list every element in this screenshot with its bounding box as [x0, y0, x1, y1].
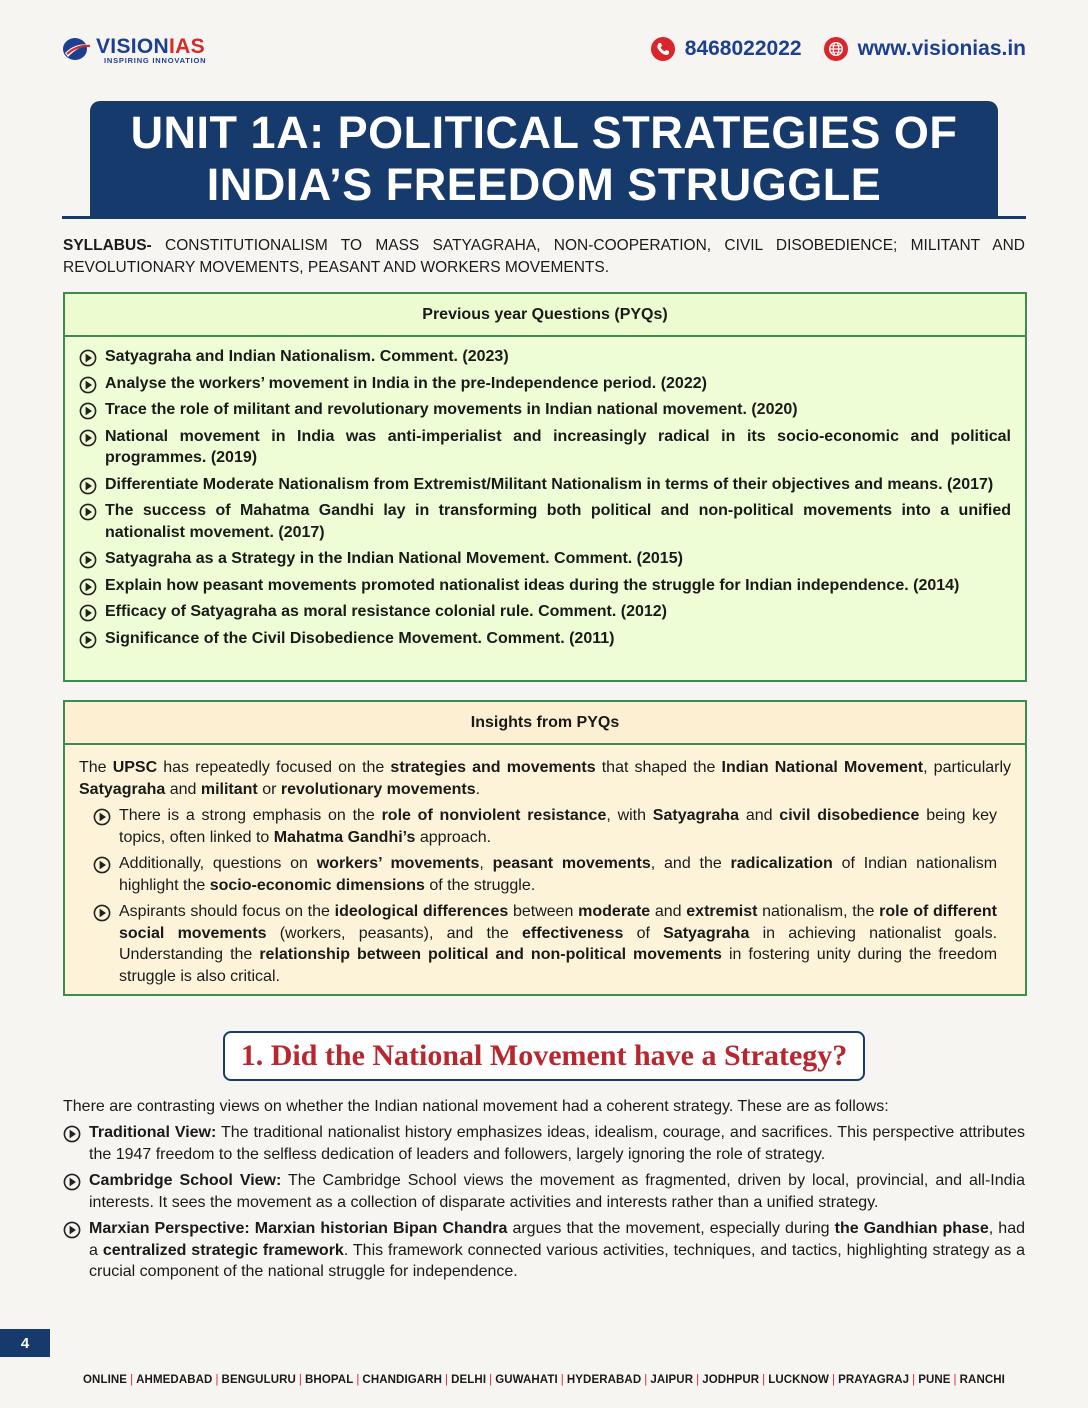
play-arrow-bullet-icon: [79, 551, 97, 569]
page-header: [0, 0, 1088, 100]
bold-text: revolutionary movements: [280, 780, 476, 798]
text-run: (workers, peasants), and the: [266, 924, 522, 942]
bold-text: role of different social movements: [119, 903, 997, 942]
footer-city[interactable]: PRAYAGRAJ: [838, 1374, 910, 1386]
pyq-item-text: Significance of the Civil Disobedience Movement. Comment. (2011): [105, 629, 615, 647]
bold-text: Cambridge School View:: [89, 1172, 282, 1189]
logo-swoosh-icon: [62, 36, 92, 62]
insight-point: [79, 805, 1011, 848]
text-run: of: [623, 924, 664, 942]
text-run: and: [739, 807, 780, 824]
play-arrow-bullet-icon: [93, 904, 111, 922]
text-run: , had a: [89, 1220, 1025, 1259]
play-arrow-bullet-icon: [79, 631, 97, 649]
text-run: that shaped the: [595, 759, 722, 776]
play-arrow-bullet-icon: [79, 429, 97, 447]
pyq-item: [65, 500, 1025, 543]
footer-separator: |: [762, 1374, 766, 1386]
pyq-item-text: Satyagraha as a Strategy in the Indian National Movement. Comment. (2015): [105, 550, 683, 567]
bold-text: civil disobedience: [779, 807, 920, 824]
footer-city[interactable]: HYDERABAD: [566, 1374, 642, 1386]
phone-number[interactable]: 8468022022: [684, 37, 802, 60]
bold-text: radicalization: [730, 855, 833, 872]
pyq-item: [65, 346, 1025, 368]
pyq-item: [65, 601, 1025, 623]
footer-separator: |: [215, 1374, 219, 1386]
bold-text: Marxian Perspective: Marxian historian Bipan Chandra: [89, 1220, 508, 1237]
text-run: approach.: [415, 828, 492, 846]
bold-text: Traditional View:: [89, 1124, 217, 1141]
insights-list: [79, 805, 1011, 987]
footer-city[interactable]: ONLINE: [83, 1374, 128, 1386]
logo-text: VISIONIAS: [96, 35, 205, 58]
footer-separator: |: [298, 1374, 303, 1386]
pyq-item-text: Efficacy of Satyagraha as moral resistance colonial rule. Comment. (2012): [105, 603, 667, 620]
bold-text: the Gandhian phase: [834, 1220, 989, 1237]
text-run: Aspirants should focus on the: [119, 903, 335, 920]
contact-info: [651, 37, 1026, 61]
play-arrow-bullet-icon: [79, 376, 97, 394]
page-number: 4: [0, 1329, 50, 1357]
pyq-item: [65, 575, 1025, 597]
pyq-item: [65, 474, 1025, 496]
bold-text: centralized strategic framework: [102, 1241, 344, 1259]
insights-intro: [79, 757, 1011, 800]
text-run: of Indian nationalism highlight the: [119, 855, 998, 894]
text-run: Additionally, questions on: [119, 855, 317, 872]
pyq-item-text: Explain how peasant movements promoted nationalist ideas during the struggle for Indian independence. (2014): [105, 576, 960, 594]
text-run: The: [79, 759, 113, 776]
title-underline: [62, 216, 1026, 219]
text-run: The traditional nationalist history emphasizes ideas, idealism, courage, and sacrifices. This perspective attributes the 1947 freedom to the selfless dedication of leaders and followers, largely ignoring the role of strategy.: [89, 1124, 1025, 1163]
play-arrow-bullet-icon: [79, 604, 97, 622]
play-arrow-bullet-icon: [63, 1221, 81, 1239]
section-point: [63, 1122, 1025, 1165]
text-run: and: [165, 780, 201, 798]
pyq-item-text: Satyagraha and Indian Nationalism. Comment. (2023): [105, 348, 509, 365]
footer-separator: |: [912, 1374, 916, 1386]
pyq-item-text: National movement in India was anti-imperialist and increasingly radical in its socio-economic and political programmes. (2019): [105, 427, 1011, 466]
syllabus-label: SYLLABUS-: [63, 237, 152, 254]
pyq-item-text: Differentiate Moderate Nationalism from Extremist/Militant Nationalism in terms of their objectives and means. (2017): [105, 475, 994, 493]
bold-text: ideological differences: [334, 903, 509, 920]
section-heading-text: 1. Did the National Movement have a Strategy?: [240, 1039, 848, 1072]
pyq-item: [65, 548, 1025, 570]
phone-icon: [651, 37, 675, 61]
play-arrow-bullet-icon: [79, 503, 97, 521]
footer-separator: |: [560, 1374, 564, 1386]
pyq-item-text: The success of Mahatma Gandhi lay in transforming both political and non-political movements into a unified nationalist movement. (2017): [105, 502, 1011, 541]
footer-separator: |: [356, 1374, 360, 1386]
footer-separator: |: [953, 1374, 957, 1386]
syllabus-text: CONSTITUTIONALISM TO MASS SATYAGRAHA, NON-COOPERATION, CIVIL DISOBEDIENCE; MILITANT AND REVOLUTIONARY MOVEMENTS, PEASANT AND WORKERS MOVEMENTS.: [63, 237, 1025, 276]
text-run: and: [650, 903, 687, 920]
bold-text: moderate: [578, 903, 651, 920]
text-run: . This framework connected various activities, techniques, and tactics, highlighting strategy as a crucial component of the national struggle for independence.: [89, 1241, 1026, 1280]
bold-text: Satyagraha: [652, 807, 740, 824]
footer-city[interactable]: AHMEDABAD: [136, 1374, 213, 1386]
footer-city[interactable]: BHOPAL: [305, 1374, 354, 1386]
footer-separator: |: [489, 1374, 493, 1386]
text-run: There is a strong emphasis on the: [119, 807, 382, 824]
play-arrow-bullet-icon: [93, 808, 111, 826]
footer-separator: |: [644, 1374, 648, 1386]
section-intro: There are contrasting views on whether the Indian national movement had a coherent strategy. These are as follows:: [63, 1098, 889, 1115]
play-arrow-bullet-icon: [79, 477, 97, 495]
play-arrow-bullet-icon: [79, 349, 97, 367]
section-point: [63, 1218, 1025, 1283]
pyq-list: [65, 337, 1025, 649]
text-run: ,: [479, 855, 493, 872]
footer-city[interactable]: CHANDIGARH: [362, 1374, 443, 1386]
unit-title: [90, 101, 998, 217]
play-arrow-bullet-icon: [63, 1125, 81, 1143]
insight-point: [79, 853, 1011, 896]
text-run: , and the: [650, 855, 731, 872]
footer-city[interactable]: LUCKNOW: [768, 1374, 829, 1386]
text-run: , particularly: [923, 759, 1012, 776]
bold-text: socio-economic dimensions: [209, 876, 425, 894]
section-heading: [223, 1031, 865, 1081]
play-arrow-bullet-icon: [93, 856, 111, 874]
bold-text: militant: [200, 780, 258, 798]
pyq-item-text: Trace the role of militant and revolutionary movements in Indian national movement. (2020): [105, 401, 798, 418]
unit-title-line2: INDIA’S FREEDOM STRUGGLE: [206, 159, 882, 210]
bold-text: workers’ movements: [316, 855, 480, 872]
footer-city[interactable]: DELHI: [451, 1374, 487, 1386]
globe-icon: [824, 37, 848, 61]
pyq-item: [65, 628, 1025, 650]
text-run: , with: [606, 807, 653, 824]
bold-text: Satyagraha: [663, 924, 750, 942]
logo-tagline: INSPIRING INNOVATION: [104, 56, 207, 65]
pyq-item: [65, 373, 1025, 395]
bold-text: extremist: [686, 903, 758, 920]
footer-separator: |: [696, 1374, 700, 1386]
text-run: nationalism, the: [757, 903, 880, 920]
pyq-item-text: Analyse the workers’ movement in India in the pre-Independence period. (2022): [105, 374, 707, 392]
insights-heading: Insights from PYQs: [65, 702, 1025, 745]
bold-text: Indian National Movement: [721, 759, 924, 776]
text-run: of the struggle.: [424, 876, 536, 894]
pyq-item: [65, 399, 1025, 421]
footer-separator: |: [445, 1374, 449, 1386]
footer-city[interactable]: PUNE: [918, 1374, 951, 1386]
play-arrow-bullet-icon: [79, 402, 97, 420]
bold-text: role of nonviolent resistance: [381, 807, 607, 824]
text-run: in fostering unity during the freedom struggle is also critical.: [119, 946, 998, 985]
section-points: [63, 1122, 1025, 1288]
footer-city[interactable]: BENGULURU: [221, 1374, 296, 1386]
footer-city[interactable]: JAIPUR: [650, 1374, 694, 1386]
unit-title-line1: UNIT 1A: POLITICAL STRATEGIES OF: [130, 107, 958, 158]
text-run: or: [257, 780, 281, 798]
bold-text: Satyagraha: [79, 780, 166, 798]
insight-point: [79, 901, 1011, 987]
bold-text: effectiveness: [521, 924, 624, 942]
text-run: in achieving nationalist goals. Understanding the: [119, 924, 998, 963]
footer-city[interactable]: GUWAHATI: [495, 1374, 558, 1386]
text-run: has repeatedly focused on the: [157, 759, 391, 776]
syllabus: [63, 235, 1025, 279]
footer-cities: [63, 1374, 1025, 1386]
insights-box: [63, 700, 1027, 996]
bold-text: Mahatma Gandhi’s: [273, 828, 416, 846]
pyq-item: [65, 426, 1025, 469]
text-run: between: [508, 903, 579, 920]
text-run: .: [475, 780, 481, 798]
pyq-box: [63, 292, 1027, 682]
text-run: argues that the movement, especially during: [507, 1220, 835, 1237]
footer-city[interactable]: JODHPUR: [702, 1374, 760, 1386]
footer-city[interactable]: RANCHI: [959, 1374, 1005, 1386]
bold-text: UPSC: [112, 759, 158, 776]
play-arrow-bullet-icon: [79, 578, 97, 596]
bold-text: relationship between political and non-political movements: [259, 946, 722, 963]
text-run: being key topics, often linked to: [119, 807, 998, 846]
text-run: The Cambridge School views the movement as fragmented, driven by local, provincial, and all-India interests. It sees the movement as a collection of disparate activities and interests rather than a unified strategy.: [89, 1172, 1025, 1211]
bold-text: peasant movements: [492, 855, 651, 872]
play-arrow-bullet-icon: [63, 1173, 81, 1191]
section-point: [63, 1170, 1025, 1213]
footer-separator: |: [130, 1374, 134, 1386]
bold-text: strategies and movements: [390, 759, 596, 776]
pyq-heading: Previous year Questions (PYQs): [65, 294, 1025, 337]
website-link[interactable]: www.visionias.in: [857, 37, 1026, 60]
footer-separator: |: [832, 1374, 836, 1386]
